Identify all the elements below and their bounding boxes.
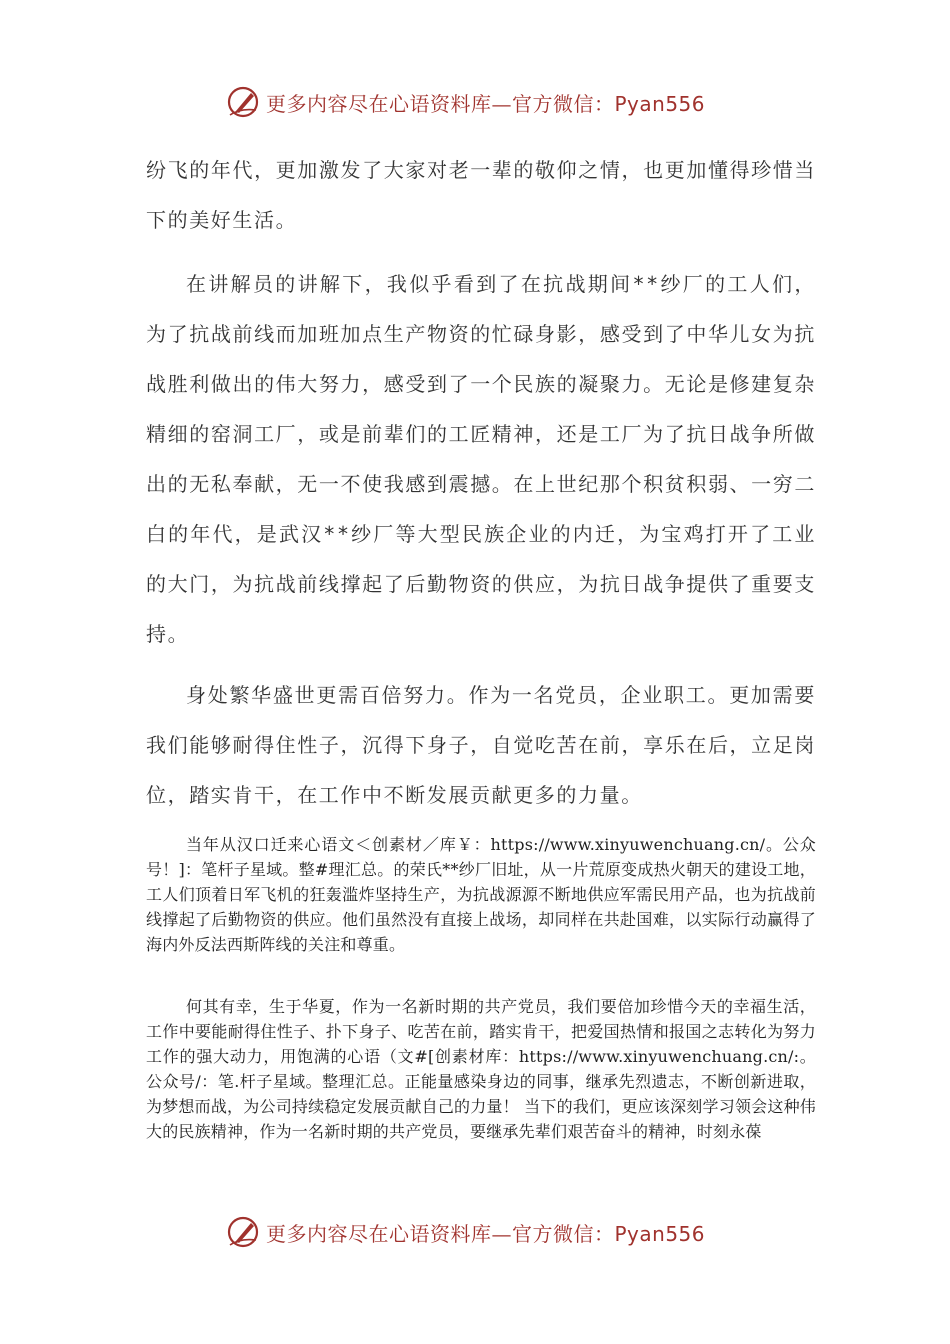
- pen-nib-icon: [226, 84, 262, 120]
- paragraph-text: 身处繁华盛世更需百倍努力。作为一名党员，企业职工。更加需要我们能够耐得住性子，沉得下身子，自觉吃苦在前，享乐在后，立足岗位，踏实肯干，在工作中不断发展贡献更多的力量。: [146, 683, 816, 807]
- paragraph-text: 当年从汉口迁来心语文＜创素材／库￥：https://www.xinyuwenchuang.cn/。公众号！]：笔杆子星域。整#理汇总。的荣氏**纱厂旧址，从一片荒原变成热火朝天的建设工地，工人们顶着日军飞机的狂轰滥炸坚持生产，为抗战源源不断地供应军需民用产品，也为抗战前线撑起了后勤物资的供应。他们虽然没有直接上战场，却同样在共赴国难，以实际行动赢得了海内外反法西斯阵线的关注和尊重。: [146, 835, 816, 954]
- banner-wechat-label: 官方微信：: [512, 1222, 615, 1246]
- banner-wechat-id: Pyan556: [614, 1222, 706, 1246]
- paragraph-1: [146, 145, 816, 245]
- banner-text: [266, 88, 705, 117]
- paragraph-text: 纷飞的年代，更加激发了大家对老一辈的敬仰之情，也更加懂得珍惜当下的美好生活。: [146, 158, 816, 232]
- banner-separator: —: [491, 92, 512, 116]
- paragraph-text: 在讲解员的讲解下，我似乎看到了在抗战期间**纱厂的工人们，为了抗战前线而加班加点生产物资的忙碌身影，感受到了中华儿女为抗战胜利做出的伟大努力，感受到了一个民族的凝聚力。无论是修建复杂精细的窑洞工厂，或是前辈们的工匠精神，还是工厂为了抗日战争所做出的无私奉献，无一不使我感到震撼。在上世纪那个积贫积弱、一穷二白的年代，是武汉**纱厂等大型民族企业的内迁，为宝鸡打开了工业的大门，为抗战前线撑起了后勤物资的供应，为抗日战争提供了重要支持。: [146, 272, 816, 646]
- paragraph-4: [146, 832, 816, 957]
- paragraph-2: [146, 259, 816, 659]
- banner-separator: —: [491, 1222, 512, 1246]
- paragraph-text: 何其有幸，生于华夏，作为一名新时期的共产党员，我们要倍加珍惜今天的幸福生活，工作中要能耐得住性子、扑下身子、吃苦在前，踏实肯干，把爱国热情和报国之志转化为努力工作的强大动力，用饱满的心语（文#[创素材库：https://www.xinyuwenchuang.cn/:。公众号/：笔.杆子星域。整理汇总。正能量感染身边的同事，继承先烈遗志，不断创新进取，为梦想而战，为公司持续稳定发展贡献自己的力量！ 当下的我们，更应该深刻学习领会这种伟大的民族精神，作为一名新时期的共产党员，要继承先辈们艰苦奋斗的精神，时刻永葆: [146, 997, 816, 1141]
- banner-title: 更多内容尽在心语资料库: [266, 1222, 492, 1246]
- banner-title: 更多内容尽在心语资料库: [266, 92, 492, 116]
- footer-banner: [0, 1212, 950, 1252]
- banner-wechat-id: Pyan556: [614, 92, 706, 116]
- banner-wechat-label: 官方微信：: [512, 92, 615, 116]
- paragraph-5: [146, 994, 816, 1144]
- header-banner: [0, 82, 950, 122]
- pen-nib-icon: [226, 1214, 262, 1250]
- paragraph-3: [146, 670, 816, 820]
- banner-text: [266, 1218, 705, 1247]
